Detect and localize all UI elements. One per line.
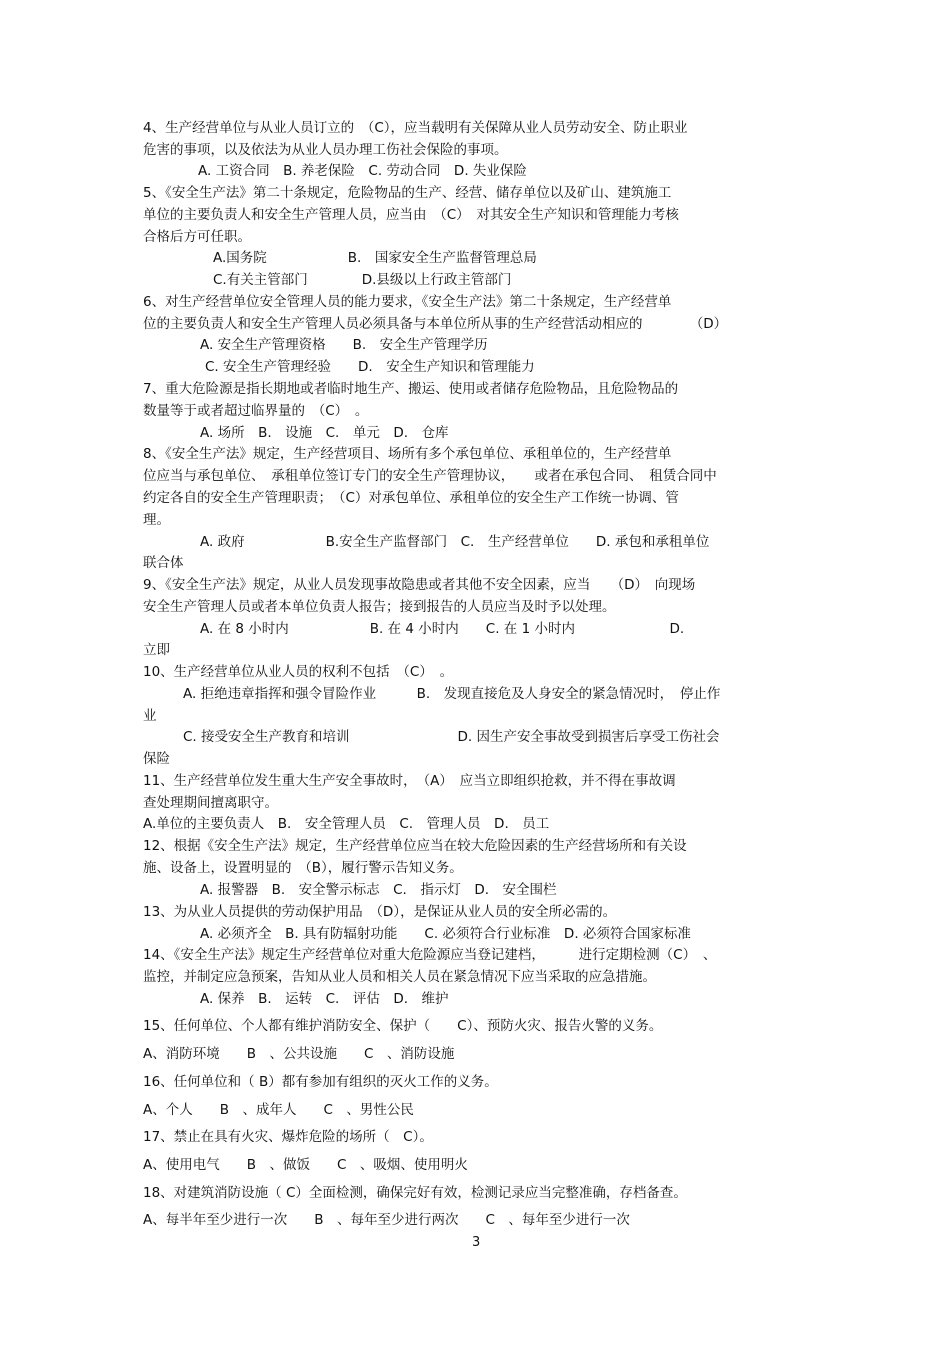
text-line: 13、为从业人员提供的劳动保护用品 （D），是保证从业人员的安全所必需的。 [143,904,617,920]
text-line: 查处理期间擅离职守。 [143,795,278,811]
text-line: A. 拒绝违章指挥和强令冒险作业 B. 发现直接危及人身安全的紧急情况时， 停止作 [183,686,721,702]
text-line: 6、对生产经营单位安全管理人员的能力要求，《安全生产法》第二十条规定，生产经营单 [143,294,672,310]
text-line: 施、设备上，设置明显的 （B），履行警示告知义务。 [143,860,463,876]
text-line: 约定各自的安全生产管理职责； （C）对承包单位、承租单位的安全生产工作统一协调、管 [143,490,679,506]
text-line: 16、任何单位和（ B）都有参加有组织的灭火工作的义务。 [143,1074,498,1090]
text-line: 14、《安全生产法》规定生产经营单位对重大危险源应当登记建档， 进行定期检测（C） 、 [143,947,717,963]
text-line: A. 工资合同 B. 养老保险 C. 劳动合同 D. 失业保险 [198,163,527,179]
text-line: 保险 [143,751,170,767]
text-line: 8、《安全生产法》规定，生产经营项目、场所有多个承包单位、承租单位的，生产经营单 [143,446,672,462]
text-line: 单位的主要负责人和安全生产管理人员，应当由 （C） 对其安全生产知识和管理能力考核 [143,207,679,223]
text-line: 安全生产管理人员或者本单位负责人报告；接到报告的人员应当及时予以处理。 [143,599,616,615]
text-line: 7、重大危险源是指长期地或者临时地生产、搬运、使用或者储存危险物品，且危险物品的 [143,381,679,397]
text-line: A.单位的主要负责人 B. 安全管理人员 C. 管理人员 D. 员工 [143,816,550,832]
text-line: 合格后方可任职。 [143,229,251,245]
text-line: A. 政府 B.安全生产监督部门 C. 生产经营单位 D. 承包和承租单位 [200,534,710,550]
text-line: 15、任何单位、个人都有维护消防安全、保护（ C）、预防火灾、报告火警的义务。 [143,1018,663,1034]
text-line: C. 安全生产管理经验 D. 安全生产知识和管理能力 [205,359,535,375]
text-line: A.国务院 B. 国家安全生产监督管理总局 [213,250,537,266]
text-line: A、使用电气 B 、做饭 C 、吸烟、使用明火 [143,1157,468,1173]
text-line: 10、生产经营单位从业人员的权利不包括 （C） 。 [143,664,454,680]
text-line: 业 [143,708,157,724]
text-line: 12、根据《安全生产法》规定，生产经营单位应当在较大危险因素的生产经营场所和有关设 [143,838,687,854]
text-line: 危害的事项，以及依法为从业人员办理工伤社会保险的事项。 [143,142,508,158]
text-line: 理。 [143,512,170,528]
text-line: A. 保养 B. 运转 C. 评估 D. 维护 [200,991,449,1007]
text-line: A. 报警器 B. 安全警示标志 C. 指示灯 D. 安全围栏 [200,882,557,898]
text-line: A、个人 B 、成年人 C 、男性公民 [143,1102,414,1118]
text-line: A. 场所 B. 设施 C. 单元 D. 仓库 [200,425,449,441]
text-line: 18、对建筑消防设施（ C）全面检测，确保完好有效，检测记录应当完整准确，存档备查。 [143,1185,687,1201]
text-line: 监控，并制定应急预案，告知从业人员和相关人员在紧急情况下应当采取的应急措施。 [143,969,656,985]
text-line: C.有关主管部门 D.县级以上行政主管部门 [213,272,512,288]
text-line: 位应当与承包单位、 承租单位签订专门的安全生产管理协议， 或者在承包合同、 租赁合同中 [143,468,717,484]
text-line: A、消防环境 B 、公共设施 C 、消防设施 [143,1046,455,1062]
text-line: 17、禁止在具有火灾、爆炸危险的场所（ C）。 [143,1129,433,1145]
text-line: 5、《安全生产法》第二十条规定，危险物品的生产、经营、储存单位以及矿山、建筑施工 [143,185,672,201]
text-line: A. 必须齐全 B. 具有防辐射功能 C. 必须符合行业标准 D. 必须符合国家标准 [200,926,691,942]
text-line: A. 安全生产管理资格 B. 安全生产管理学历 [200,337,488,353]
text-line: 立即 [143,642,170,658]
text-line: C. 接受安全生产教育和培训 D. 因生产安全事故受到损害后享受工伤社会 [183,729,720,745]
text-line: 数量等于或者超过临界量的 （C） 。 [143,403,369,419]
page-number: 3 [472,1235,481,1250]
text-line: 4、生产经营单位与从业人员订立的 （C），应当载明有关保障从业人员劳动安全、防止职业 [143,120,688,136]
text-line: 联合体 [143,555,184,571]
text-line: A. 在 8 小时内 B. 在 4 小时内 C. 在 1 小时内 D. [200,621,685,637]
text-line: 9、《安全生产法》规定，从业人员发现事故隐患或者其他不安全因素，应当 （D） 向现场 [143,577,696,593]
text-line: A、每半年至少进行一次 B 、每年至少进行两次 C 、每年至少进行一次 [143,1212,630,1228]
text-line: 11、生产经营单位发生重大生产安全事故时， （A） 应当立即组织抢救，并不得在事故调 [143,773,676,789]
text-line: 位的主要负责人和安全生产管理人员必须具备与本单位所从事的生产经营活动相应的 （D） [143,316,728,332]
